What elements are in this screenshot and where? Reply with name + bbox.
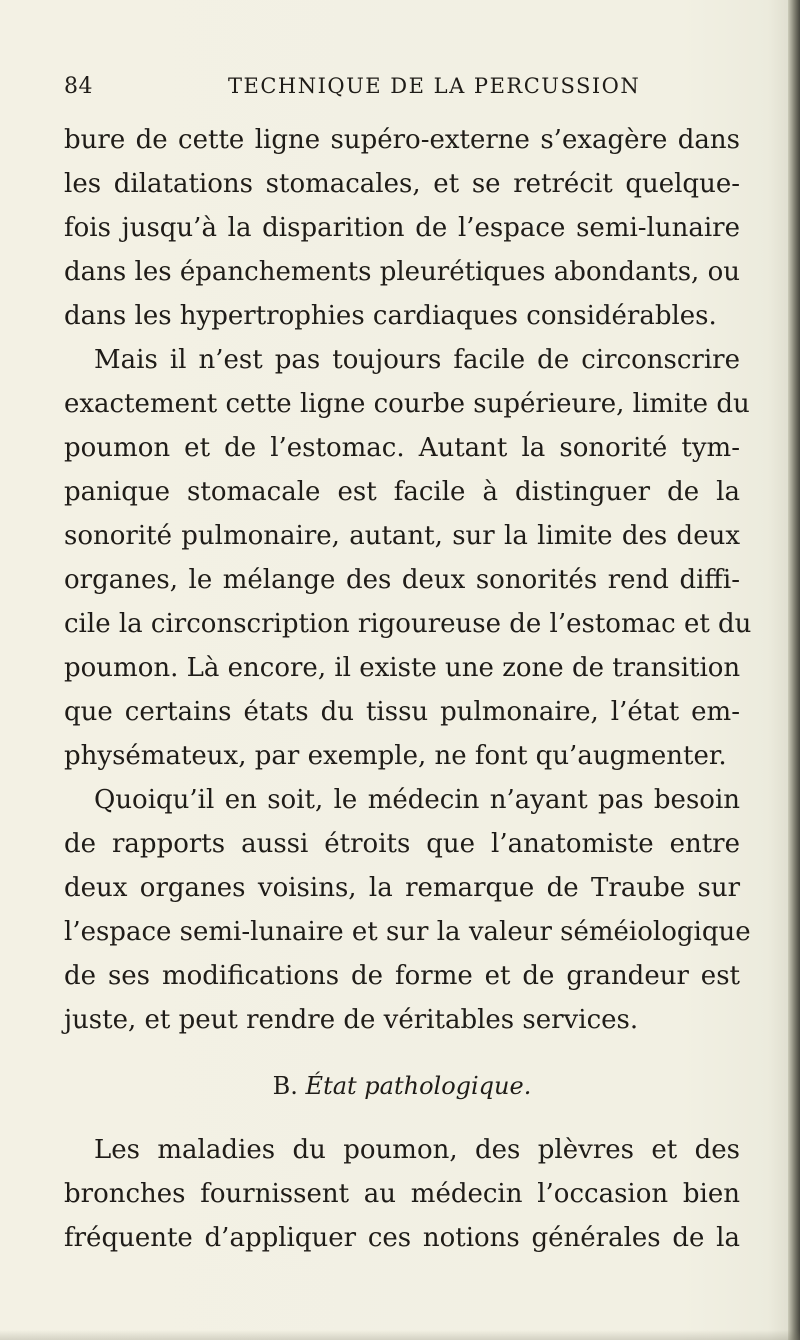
page-binding-edge	[788, 0, 800, 1340]
text-line: dans les épanchements pleurétiques abondants, ou	[64, 257, 740, 287]
text-line: juste, et peut rendre de véritables services.	[64, 1005, 639, 1035]
paragraph-4	[64, 1128, 740, 1260]
text-line: Les maladies du poumon, des plèvres et des	[94, 1135, 740, 1165]
text-line: cile la circonscription rigoureuse de l’estomac et du	[64, 609, 752, 639]
text-line: deux organes voisins, la remarque de Traube sur	[64, 873, 740, 903]
text-line: bure de cette ligne supéro-externe s’exagère dans	[64, 125, 740, 155]
text-line: fréquente d’appliquer ces notions générales de la	[64, 1223, 740, 1253]
text-line: exactement cette ligne courbe supérieure, limite du	[64, 389, 750, 419]
text-line: que certains états du tissu pulmonaire, l’état em-	[64, 697, 740, 727]
page-number: 84	[64, 74, 93, 99]
page-header	[64, 74, 740, 108]
text-line: bronches fournissent au médecin l’occasion bien	[64, 1179, 740, 1209]
paragraph-2	[64, 338, 752, 778]
text-line: poumon. Là encore, il existe une zone de transition	[64, 653, 741, 683]
paragraph-1	[64, 118, 740, 338]
text-line: de ses modifications de forme et de grandeur est	[64, 961, 740, 991]
text-line: Quoiqu’il en soit, le médecin n’ayant pas besoin	[94, 785, 740, 815]
text-line: de rapports aussi étroits que l’anatomiste entre	[64, 829, 740, 859]
text-line: poumon et de l’estomac. Autant la sonorité tym-	[64, 433, 740, 463]
section-heading	[64, 1064, 740, 1108]
running-title: TECHNIQUE DE LA PERCUSSION	[228, 74, 641, 98]
text-line: organes, le mélange des deux sonorités rend diffi-	[64, 565, 740, 595]
text-line: dans les hypertrophies cardiaques considérables.	[64, 301, 717, 331]
text-line: Mais il n’est pas toujours facile de circonscrire	[94, 345, 740, 375]
section-title: État pathologique.	[305, 1072, 532, 1100]
paragraph-3	[64, 778, 751, 1042]
text-line: fois jusqu’à la disparition de l’espace semi-lunaire	[64, 213, 740, 243]
text-line: sonorité pulmonaire, autant, sur la limite des deux	[64, 521, 740, 551]
body-text	[64, 118, 752, 1260]
text-line: panique stomacale est facile à distinguer de la	[64, 477, 740, 507]
text-line: l’espace semi-lunaire et sur la valeur séméiologique	[64, 917, 751, 947]
text-line: les dilatations stomacales, et se retrécit quelque-	[64, 169, 740, 199]
page-bottom-shadow	[0, 1330, 800, 1340]
section-label: B.	[272, 1072, 298, 1100]
text-line: physémateux, par exemple, ne font qu’augmenter.	[64, 741, 727, 771]
